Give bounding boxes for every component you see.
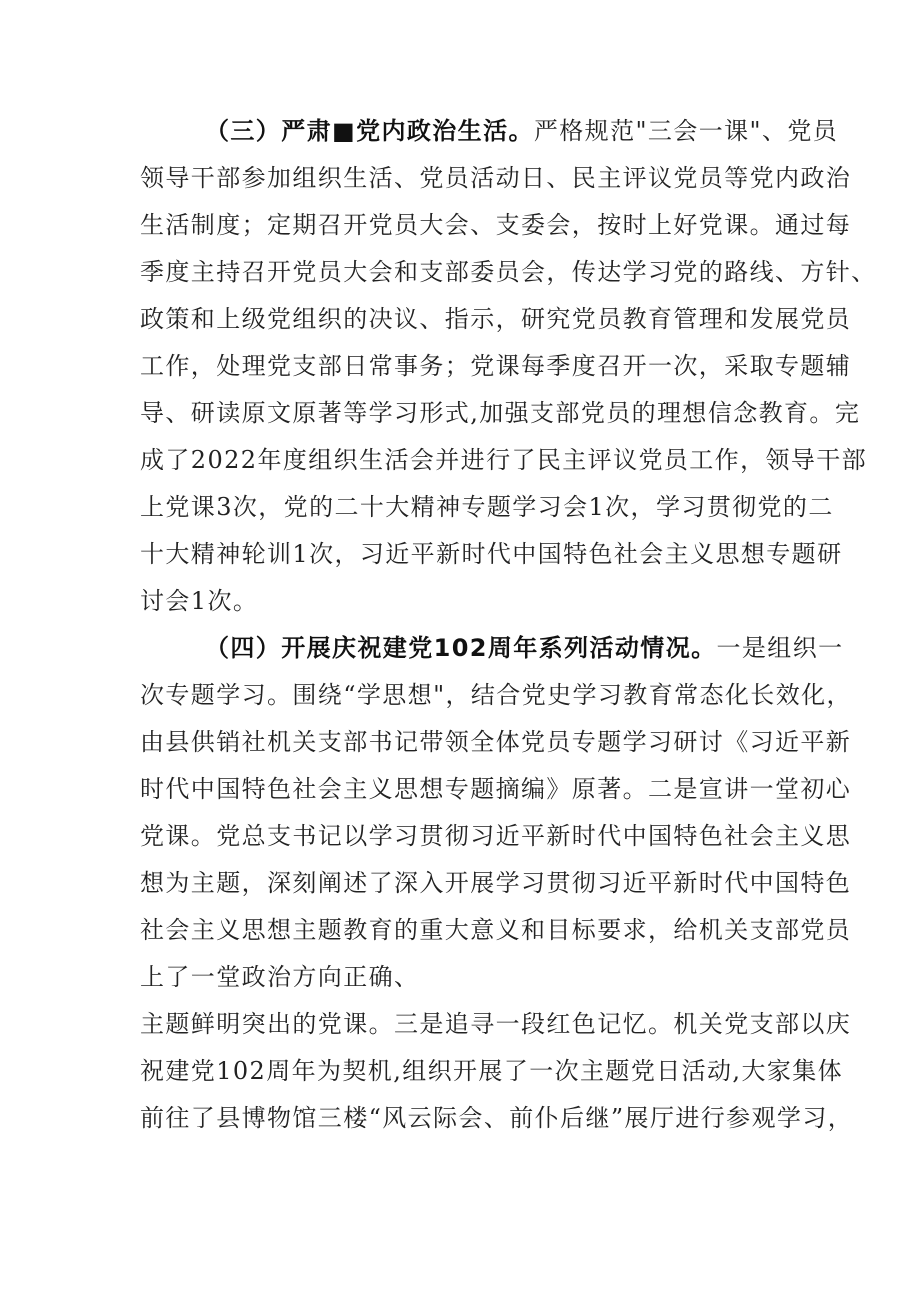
paragraph-line: 讨会1次。	[140, 587, 259, 615]
paragraph-line: 由县供销社机关支部书记带领全体党员专题学习研讨《习近平新	[140, 728, 852, 756]
paragraph-line: 主题鲜明突出的党课。三是追寻一段红色记忆。机关党支部以庆	[140, 1010, 852, 1038]
paragraph-line: 成了2022年度组织生活会并进行了民主评议党员工作，领导干部	[140, 446, 868, 474]
paragraph-line	[205, 116, 838, 146]
paragraph-line	[205, 633, 844, 663]
paragraph-line: 党课。党总支书记以学习贯彻习近平新时代中国特色社会主义思	[140, 822, 852, 850]
paragraph-line: 次专题学习。围绕“学思想"，结合党史学习教育常态化长效化，	[140, 681, 852, 709]
paragraph-line: 上了一堂政治方向正确、	[140, 963, 420, 991]
section-heading: （三）严肃■党内政治生活。	[205, 117, 534, 145]
section-heading: （四）开展庆祝建党102周年系列活动情况。	[205, 634, 717, 662]
paragraph-line: 时代中国特色社会主义思想专题摘编》原著。二是宣讲一堂初心	[140, 775, 852, 803]
paragraph-line: 工作，处理党支部日常事务；党课每季度召开一次，采取专题辅	[140, 352, 852, 380]
paragraph-line: 季度主持召开党员大会和支部委员会，传达学习党的路线、方针、	[140, 258, 877, 286]
paragraph-line: 上党课3次，党的二十大精神专题学习会1次，学习贯彻党的二	[140, 493, 834, 521]
paragraph-line: 领导干部参加组织生活、党员活动日、民主评议党员等党内政治	[140, 164, 852, 192]
paragraph-line: 祝建党102周年为契机,组织开展了一次主题党日活动,大家集体	[140, 1057, 844, 1085]
paragraph-text: 严格规范"三会一课"、党员	[533, 117, 839, 145]
paragraph-text: 一是组织一	[716, 634, 844, 662]
paragraph-line: 十大精神轮训1次，习近平新时代中国特色社会主义思想专题研	[140, 540, 843, 568]
paragraph-line: 想为主题，深刻阐述了深入开展学习贯彻习近平新时代中国特色	[140, 869, 852, 897]
paragraph-line: 前往了县博物馆三楼“风云际会、前仆后继”展厅进行参观学习，	[140, 1104, 854, 1132]
paragraph-line: 社会主义思想主题教育的重大意义和目标要求，给机关支部党员	[140, 916, 852, 944]
paragraph-line: 生活制度；定期召开党员大会、支委会，按时上好党课。通过每	[140, 211, 852, 239]
paragraph-line: 政策和上级党组织的决议、指示，研究党员教育管理和发展党员	[140, 305, 852, 333]
paragraph-line: 导、研读原文原著等学习形式,加强支部党员的理想信念教育。完	[140, 399, 861, 427]
